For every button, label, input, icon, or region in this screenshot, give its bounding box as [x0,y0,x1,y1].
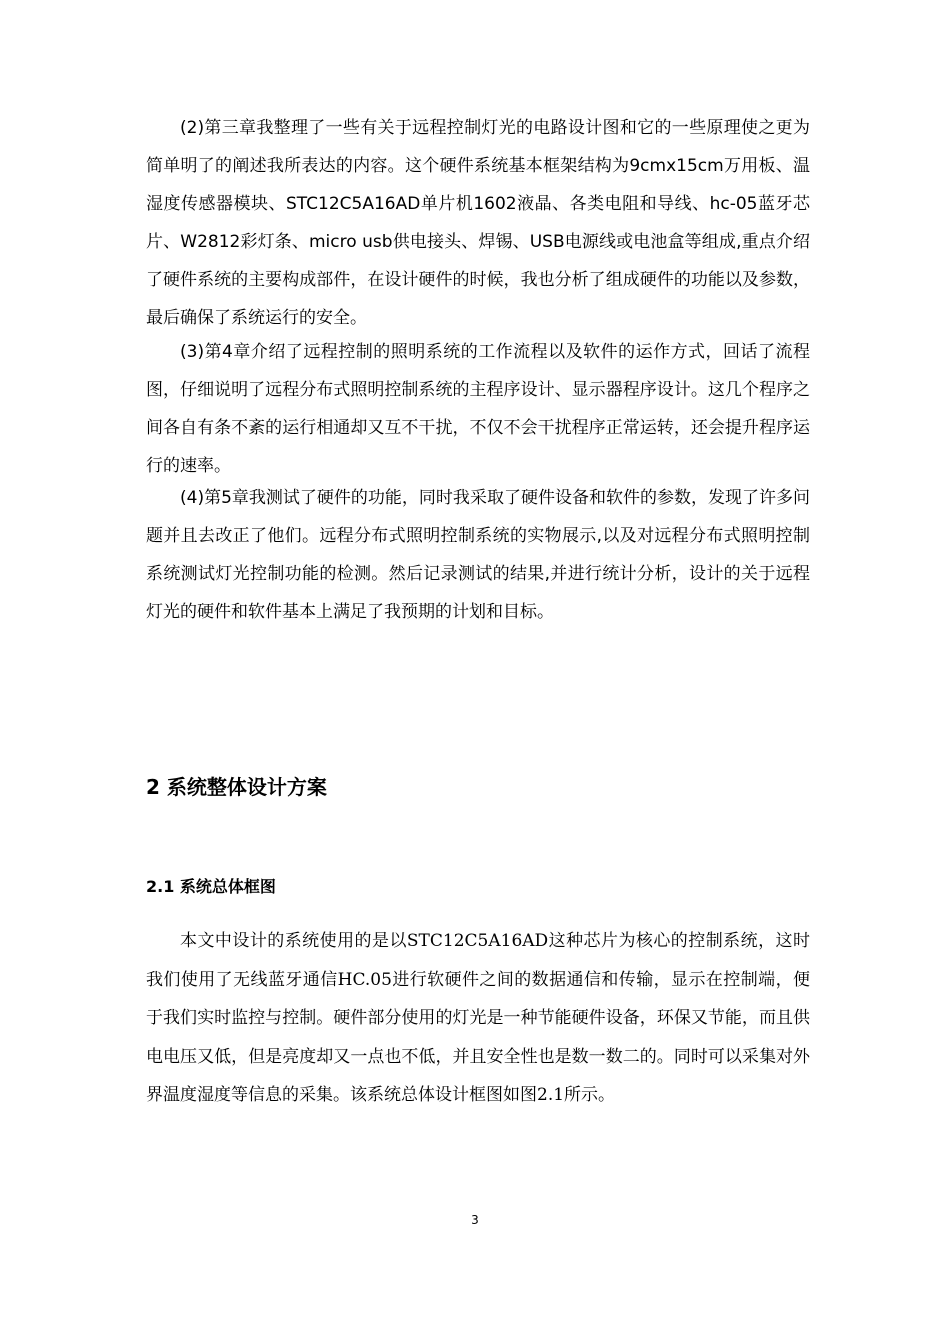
page-number: 3 [471,1213,479,1227]
subsection-heading: 2.1 系统总体框图 [146,877,276,896]
paragraph-system-overview: 本文中设计的系统使用的是以STC12C5A16AD这种芯片为核心的控制系统，这时我们使用了无线蓝牙通信HC.05进行软硬件之间的数据通信和传输，显示在控制端，便于我们实时监控与控制。硬件部分使用的灯光是一种节能硬件设备，环保又节能，而且供电电压又低，但是亮度却又一点也不低，并且安全性也是数一数二的。同时可以采集对外界温度湿度等信息的采集。该系统总体设计框图如图2.1所示。 [146,931,810,1105]
section-heading: 2 系统整体设计方案 [146,775,327,799]
paragraph-chapter3-summary: (2)第三章我整理了一些有关于远程控制灯光的电路设计图和它的一些原理使之更为简单明了的阐述我所表达的内容。这个硬件系统基本框架结构为9cmx15cm万用板、温湿度传感器模块、STC12C5A16AD单片机1602液晶、各类电阻和导线、hc-05蓝牙芯片、W2812彩灯条、micro usb供电接头、焊锡、USB电源线或电池盒等组成,重点介绍了硬件系统的主要构成部件，在设计硬件的时候，我也分析了组成硬件的功能以及参数，最后确保了系统运行的安全。 [146,118,810,328]
paragraph-chapter4-summary: (3)第4章介绍了远程控制的照明系统的工作流程以及软件的运作方式，回话了流程图，仔细说明了远程分布式照明控制系统的主程序设计、显示器程序设计。这几个程序之间各自有条不紊的运行相通却又互不干扰，不仅不会干扰程序正常运转，还会提升程序运行的速率。 [146,342,810,476]
paragraph-chapter5-summary: (4)第5章我测试了硬件的功能，同时我采取了硬件设备和软件的参数，发现了许多问题并且去改正了他们。远程分布式照明控制系统的实物展示,以及对远程分布式照明控制系统测试灯光控制功能的检测。然后记录测试的结果,并进行统计分析，设计的关于远程灯光的硬件和软件基本上满足了我预期的计划和目标。 [146,488,810,622]
